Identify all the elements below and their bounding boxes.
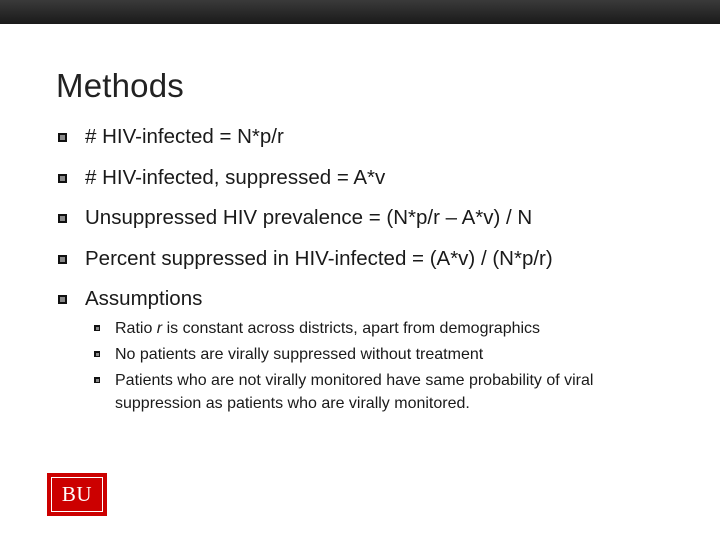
bullet-text: Unsuppressed HIV prevalence = (N*p/r – A*v) / N bbox=[85, 206, 533, 229]
sub-bullet-item bbox=[94, 317, 684, 340]
sub-bullet-text: No patients are virally suppressed without treatment bbox=[115, 346, 484, 363]
square-bullet-icon bbox=[58, 214, 67, 223]
square-sub-bullet-icon bbox=[94, 351, 100, 357]
sub-bullet-text: Patients who are not virally monitored have same probability of viral suppression as patients who are virally monitored. bbox=[115, 372, 594, 412]
bu-logo bbox=[47, 473, 107, 516]
square-bullet-icon bbox=[58, 133, 67, 142]
square-bullet-icon bbox=[58, 255, 67, 264]
bullet-text: # HIV-infected, suppressed = A*v bbox=[85, 165, 386, 189]
square-bullet-icon bbox=[58, 295, 67, 304]
bullet-item bbox=[58, 123, 698, 151]
sub-bullet-text bbox=[115, 317, 540, 340]
bullet-text: Assumptions bbox=[85, 287, 203, 310]
bullet-item bbox=[58, 164, 698, 192]
sub-bullet-item bbox=[94, 343, 684, 366]
square-sub-bullet-icon bbox=[94, 325, 100, 331]
square-bullet-icon bbox=[58, 174, 67, 183]
top-bar bbox=[0, 0, 720, 24]
bullet-item bbox=[58, 285, 698, 313]
bullet-text: # HIV-infected = N*p/r bbox=[85, 125, 284, 148]
sub-bullet-item bbox=[94, 369, 684, 415]
bu-logo-text: BU bbox=[51, 477, 103, 512]
bullet-item bbox=[58, 204, 698, 232]
sub-bullet-list bbox=[94, 317, 684, 418]
sub-bullet-text-suffix: is constant across districts, apart from demographics bbox=[162, 320, 541, 337]
bullet-list bbox=[58, 123, 698, 326]
slide-title: Methods bbox=[56, 67, 184, 104]
bullet-item bbox=[58, 245, 698, 273]
square-sub-bullet-icon bbox=[94, 377, 100, 383]
bullet-text: Percent suppressed in HIV-infected = (A*v) / (N*p/r) bbox=[85, 246, 553, 270]
sub-bullet-italic-variable: r bbox=[156, 320, 163, 337]
sub-bullet-text-prefix: Ratio bbox=[115, 320, 157, 337]
